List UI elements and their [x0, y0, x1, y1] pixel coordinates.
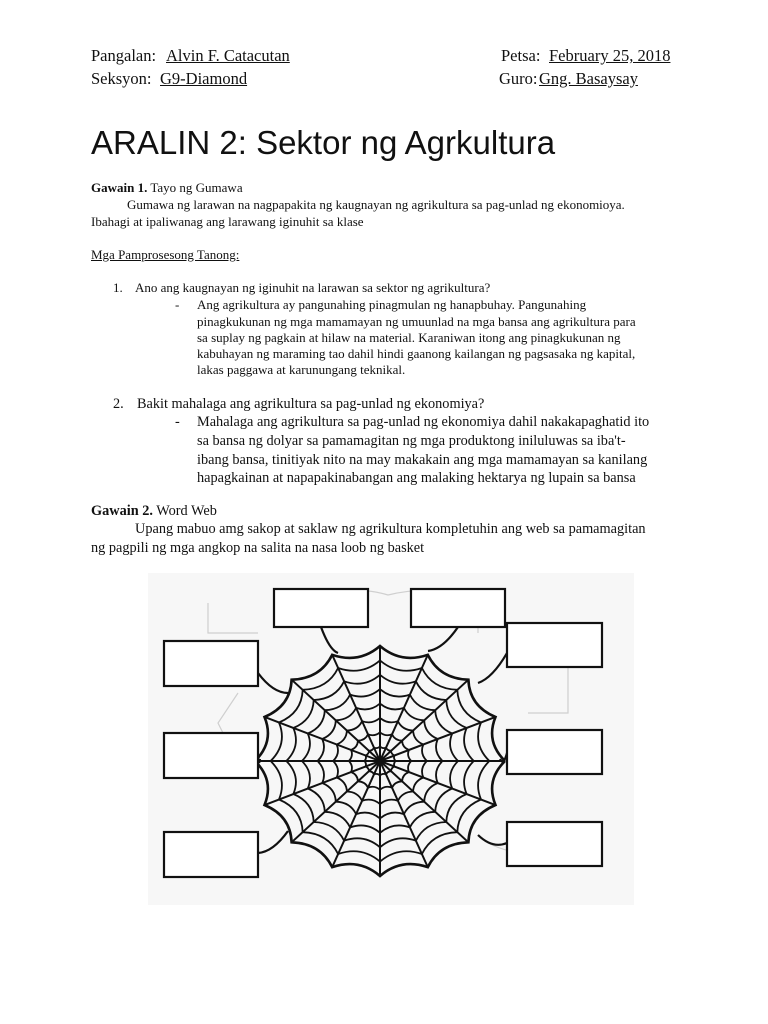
question-number: 1.: [113, 280, 123, 295]
name-value: Alvin F. Catacutan: [166, 46, 290, 65]
activity2-instruction-line: ng pagpili ng mga angkop na salita na nasa loob ng basket: [91, 540, 425, 556]
answer-line: ibang bansa, tinitiyak nito na may makakain ang mga mamamayan sa kanilang: [197, 452, 648, 468]
question-text: Bakit mahalaga ang agrikultura sa pag-unlad ng ekonomiya?: [137, 396, 485, 412]
activity1-instruction-line: Gumawa ng larawan na nagpapakita ng kaugnayan ng agrikultura sa pag-unlad ng ekonomioya.: [127, 197, 625, 212]
teacher-label: Guro:: [499, 69, 538, 88]
activity2-heading: [91, 503, 217, 520]
date-label: Petsa:: [501, 46, 541, 65]
answer-box[interactable]: [507, 623, 602, 667]
date-value: February 25, 2018: [549, 46, 671, 65]
word-web-diagram: [148, 573, 634, 905]
answer-box[interactable]: [507, 730, 602, 774]
answer-box[interactable]: [411, 589, 505, 627]
answer-box[interactable]: [274, 589, 368, 627]
activity2-instruction-line: Upang mabuo amg sakop at saklaw ng agrikultura kompletuhin ang web sa pamamagitan: [135, 521, 646, 537]
answer-line: Mahalaga ang agrikultura sa pag-unlad ng ekonomiya dahil nakakapaghatid ito: [197, 414, 650, 430]
answer-box[interactable]: [507, 822, 602, 866]
activity1-label: Gawain 1.: [91, 180, 148, 195]
teacher-value: Gng. Basaysay: [539, 69, 638, 88]
answer-dash: -: [175, 297, 180, 312]
activity1-name: Tayo ng Gumawa: [150, 180, 243, 195]
name-label: Pangalan:: [91, 46, 157, 65]
activity2-name: Word Web: [156, 503, 217, 519]
page-title: ARALIN 2: Sektor ng Agrkultura: [91, 124, 556, 161]
activity1-instruction-line: Ibahagi at ipaliwanag ang larawang iginuhit sa klase: [91, 214, 364, 229]
answer-box[interactable]: [164, 733, 258, 778]
section-value: G9-Diamond: [160, 69, 248, 88]
answer-box[interactable]: [164, 641, 258, 686]
activity1-heading: [91, 180, 243, 196]
answer-dash: -: [175, 414, 180, 430]
answer-line: lakas paggawa at karunungang teknikal.: [197, 362, 406, 377]
answer-line: hapagkainan at napapakinabangan ang malaking hektarya ng lupain sa bansa: [197, 470, 636, 486]
question-text: Ano ang kaugnayan ng iginuhit na larawan sa sektor ng agrikultura?: [135, 280, 491, 295]
section-label: Seksyon:: [91, 69, 152, 88]
answer-box[interactable]: [164, 832, 258, 877]
answer-line: pinagkukunan ng mga mamamayan ng umuunlad na mga bansa ang agrikultura para: [197, 314, 636, 329]
answer-line: sa bansa ng dolyar sa pamamagitan ng mga produktong iniluluwas sa iba't-: [197, 433, 626, 449]
questions-heading: Mga Pamprosesong Tanong:: [91, 247, 240, 262]
answer-line: Ang agrikultura ay pangunahing pinagmulan ng hanapbuhay. Pangunahing: [197, 297, 587, 312]
answer-line: kabuhayan ng maraming tao dahil hindi gaanong kailangan ng pagsasaka ng kapital,: [197, 346, 636, 361]
question-number: 2.: [113, 396, 124, 412]
activity2-label: Gawain 2.: [91, 503, 153, 519]
answer-line: sa suplay ng pagkain at hilaw na material. Karaniwan itong ang pinagkukunan ng: [197, 330, 621, 345]
